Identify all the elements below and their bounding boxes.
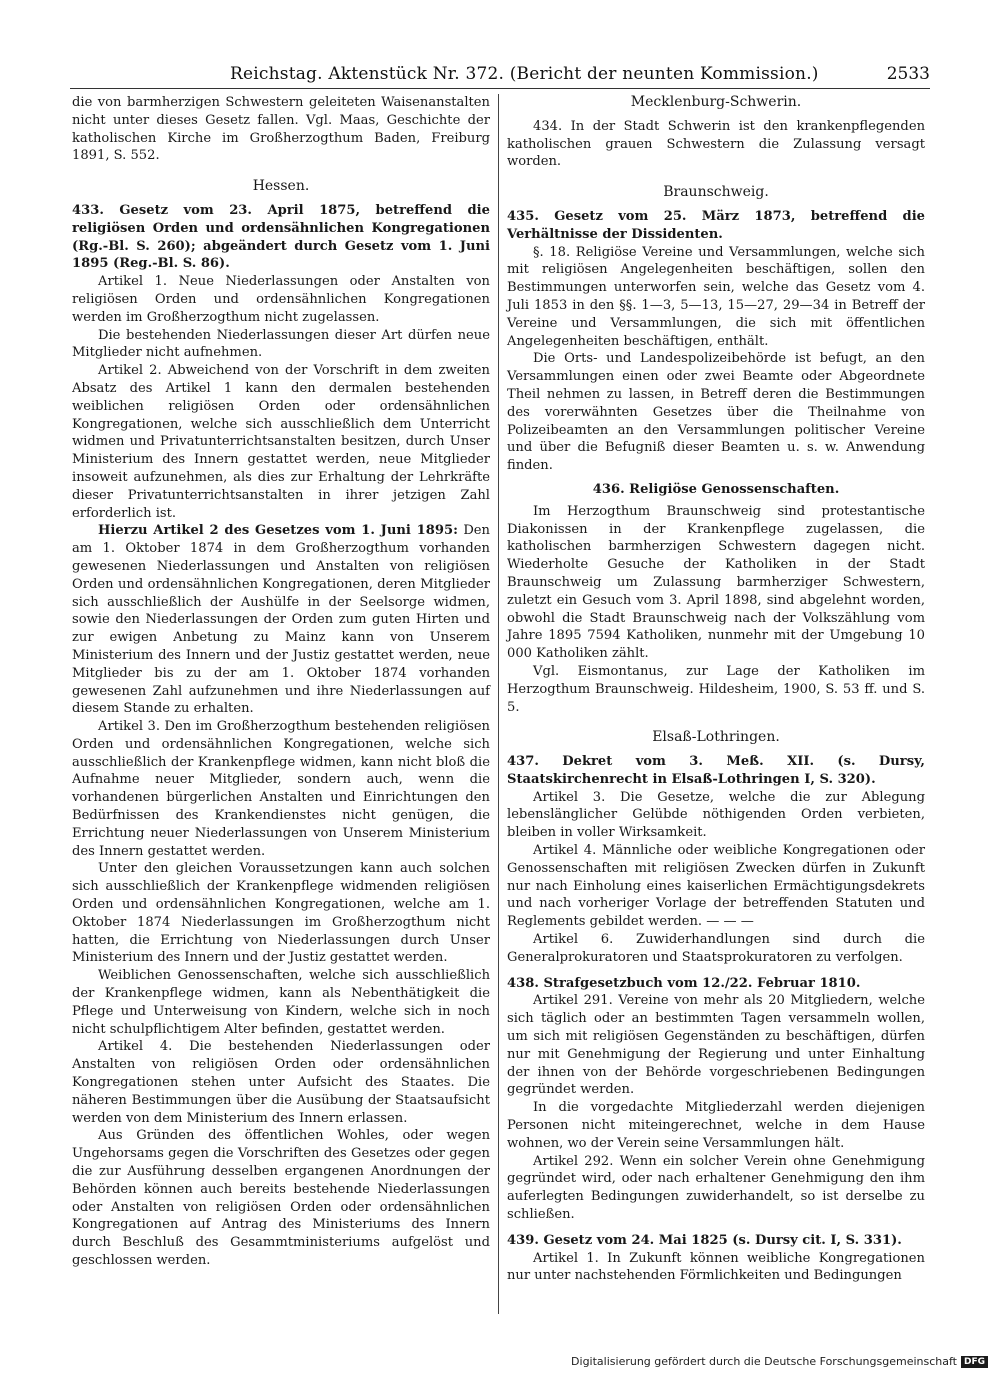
entry-437-title: 437. Dekret vom 3. Meß. XII. (s. Dursy, Staatskirchenrecht in Elsaß-Lothringen I, S. 320). [507,754,925,787]
paragraph: Aus Gründen des öffentlichen Wohles, oder wegen Ungehorsams gegen die Vorschriften des Gesetzes oder gegen die zur Ausführung desselben ergangenen Anordnungen der Behörden können auch bereits bestehende Niederlassungen oder Anstalten von religiösen Orden oder ordensähnlichen Kongregationen auf Antrag des Ministeriums des Innern durch Beschluß des Gesammtministeriums aufgelöst und geschlossen werden. [72,1128,490,1268]
paragraph: Artikel 3. Die Gesetze, welche die zur Ablegung lebenslänglicher Gelübde nöthigenden Orden verbieten, bleiben in voller Wirksamkeit. [507,789,925,841]
column-divider [498,94,499,1314]
paragraph: In die vorgedachte Mitgliederzahl werden diejenigen Personen nicht miteingerechnet, welche in dem Hause wohnen, wo der Verein seine Versammlungen hält. [507,1100,925,1151]
paragraph-body: Den am 1. Oktober 1874 in dem Großherzogthum vorhanden gewesenen Niederlassungen und Anstalten von religiösen Orden und ordensähnlichen Kongregationen, deren Mitglieder sich ausschließlich der Aushülfe in der Seelsorge widmen, sowie den Niederlassungen der Orden zum guten Hirten und zur ewigen Anbetung zu Mainz kann von Unserem Ministerium des Innern und der Justiz gestattet werden, neue Mitglieder bis zu der am 1. Oktober 1874 vorhanden gewesenen Zahl aufzunehmen und ihre Niederlassungen auf diesem Stande zu erhalten. [72,523,490,717]
entry-435-title: 435. Gesetz vom 25. März 1873, betreffend die Verhältnisse der Dissidenten. [507,208,925,242]
paragraph: Artikel 1. Neue Niederlassungen oder Anstalten von religiösen Orden und ordensähnlichen Kongregationen werden im Großherzogthum nicht zugelassen. [72,274,490,325]
paragraph: §. 18. Religiöse Vereine und Versammlungen, welche sich mit religiösen Angelegenheiten beschäftigen, sollen den Bestimmungen unterworfen sein, welche das Gesetz vom 4. Juli 1853 in den §§. 1—3, 5—13, 15—27, 29—34 in Betreff der Vereine und Versammlungen, die sich mit öffentlichen Angelegenheiten beschäftigen, enthält. [507,244,925,349]
paragraph: Vgl. Eismontanus, zur Lage der Katholiken im Herzogthum Braunschweig. Hildesheim, 1900, S. 53 ff. und S. 5. [507,663,925,715]
entry-434: 434. In der Stadt Schwerin ist den krankenpflegenden katholischen grauen Schwestern die Zulassung versagt worden. [507,118,925,170]
left-column [72,94,490,1270]
paragraph: Artikel 291. Vereine von mehr als 20 Mitgliedern, welche sich täglich oder an bestimmten Tagen versammeln wollen, um sich mit religiösen Gegenständen zu beschäftigen, dürfen nur mit Genehmigung der Regierung und unter Einhaltung der ihnen von der Behörde vorgeschriebenen Bedingungen gegründet werden. [507,993,925,1098]
section-heading-braunschweig: Braunschweig. [663,184,769,201]
dfg-logo: DFG [961,1356,988,1368]
paragraph: Weiblichen Genossenschaften, welche sich ausschließlich der Krankenpflege widmen, kann als Nebenthätigkeit die Pflege und Unterweisung von Kindern, welche sich in noch nicht schulpflichtigem Alter befinden, gestattet werden. [72,968,490,1037]
section-heading-elsass: Elsaß-Lothringen. [652,729,780,746]
header-title: Reichstag. Aktenstück Nr. 372. (Bericht der neunten Kommission.) [230,64,819,84]
paragraph: Artikel 4. Männliche oder weibliche Kongregationen oder Genossenschaften mit religiösen Zwecken dürfen in Zukunft nur nach Einholung eines kaiserlichen Ermächtigungsdekrets und nach vorheriger Vorlage der betreffenden Statuten und Reglements gebildet werden. — — — [507,843,925,930]
paragraph: Artikel 6. Zuwiderhandlungen sind durch die Generalprokuratoren und Staatsprokuratoren zu verfolgen. [507,932,925,965]
paragraph [72,522,490,718]
section-heading-hessen: Hessen. [252,178,310,195]
paragraph: Unter den gleichen Voraussetzungen kann auch solchen sich ausschließlich der Krankenpflege widmenden religiösen Orden und ordensähnlichen Kongregationen, welche am 1. Oktober 1874 Niederlassungen im Großherzogthum nicht hatten, die Errichtung von Niederlassungen durch Unser Ministerium des Innern und der Justiz gestattet werden. [72,861,490,966]
header-rule [70,88,930,89]
digitization-credit [571,1355,988,1368]
paragraph-lead: Hierzu Artikel 2 des Gesetzes vom 1. Juni 1895: [98,523,458,539]
paragraph: Die bestehenden Niederlassungen dieser Art dürfen neue Mitglieder nicht aufnehmen. [72,327,490,361]
footer-text: Digitalisierung gefördert durch die Deutsche Forschungsgemeinschaft [571,1355,957,1368]
paragraph: Die Orts- und Landespolizeibehörde ist befugt, an den Versammlungen einen oder zwei Beamte oder Abgeordnete Theil nehmen zu lassen, in Betreff deren die Bestimmungen des vorerwähnten Gesetzes über die Theilnahme von Polizeibeamten an den Versammlungen politischer Vereine und über die Befugniß dieser Beamten u. s. w. Anwendung finden. [507,351,925,474]
section-heading-mecklenburg: Mecklenburg-Schwerin. [630,94,802,110]
paragraph: Artikel 2. Abweichend von der Vorschrift in dem zweiten Absatz des Artikel 1 kann den dermalen bestehenden weiblichen religiösen Orden oder ordensähnlichen Kongregationen, welche sich ausschließlich dem Unterricht widmen und Privatunterrichtsanstalten besitzen, durch Unser Ministerium des Innern gestattet werden, neue Mitglieder insoweit aufzunehmen, als dies zur Erhaltung der Lehrkräfte dieser Privatunterrichtsanstalten in ihrer jetzigen Zahl erforderlich ist. [72,363,490,521]
page-number: 2533 [886,64,930,84]
running-header [70,64,930,86]
paragraph: Artikel 4. Die bestehenden Niederlassungen oder Anstalten von religiösen Orden oder ordensähnlichen Kongregationen stehen unter Aufsicht des Staates. Die näheren Bestimmungen über die Ausübung der Staatsaufsicht werden von dem Ministerium des Innern erlassen. [72,1039,490,1126]
intro-paragraph: die von barmherzigen Schwestern geleiteten Waisenanstalten nicht unter dieses Gesetz fallen. Vgl. Maas, Geschichte der katholischen Kirche im Großherzogthum Baden, Freiburg 1891, S. 552. [72,95,490,164]
entry-436-title: 436. Religiöse Genossenschaften. [592,481,840,497]
paragraph: Artikel 292. Wenn ein solcher Verein ohne Genehmigung gegründet wird, oder nach erhaltener Genehmigung den ihm auferlegten Bedingungen zuwiderhandelt, so ist derselbe zu schließen. [507,1153,925,1223]
entry-439-title: 439. Gesetz vom 24. Mai 1825 (s. Dursy cit. I, S. 331). [507,1232,902,1248]
paragraph: Artikel 3. Den im Großherzogthum bestehenden religiösen Orden und ordensähnlichen Kongregationen, welche sich ausschließlich der Krankenpflege widmen, kann nicht bloß die Aufnahme neuer Mitglieder, sondern auch, wenn die vorhandenen bürgerlichen Anstalten und Einrichtungen den Bedürfnissen des Krankendienstes nicht genügen, die Errichtung neuer Niederlassungen von Unserem Ministerium des Innern gestattet werden. [72,719,490,859]
paragraph: Im Herzogthum Braunschweig sind protestantische Diakonissen in der Krankenpflege zugelassen, die katholischen barmherzigen Schwestern dagegen nicht. Wiederholte Gesuche der Katholiken in der Stadt Braunschweig um Zulassung barmherziger Schwestern, zuletzt ein Gesuch vom 3. April 1898, sind abgelehnt worden, obwohl die Stadt Braunschweig nach der Volkszählung vom Jahre 1895 7594 Katholiken, nunmehr mit der Umgebung 10 000 Katholiken zählt. [507,503,925,662]
right-column [507,94,925,1285]
entry-438-title: 438. Strafgesetzbuch vom 12./22. Februar 1810. [507,975,861,991]
entry-433-title: 433. Gesetz vom 23. April 1875, betreffend die religiösen Orden und ordensähnlichen Kongregationen (Rg.-Bl. S. 260); abgeändert durch Gesetz vom 1. Juni 1895 (Reg.-Bl. S. 86). [72,202,490,272]
paragraph: Artikel 1. In Zukunft können weibliche Kongregationen nur unter nachstehenden Förmlichkeiten und Bedingungen [507,1250,925,1284]
